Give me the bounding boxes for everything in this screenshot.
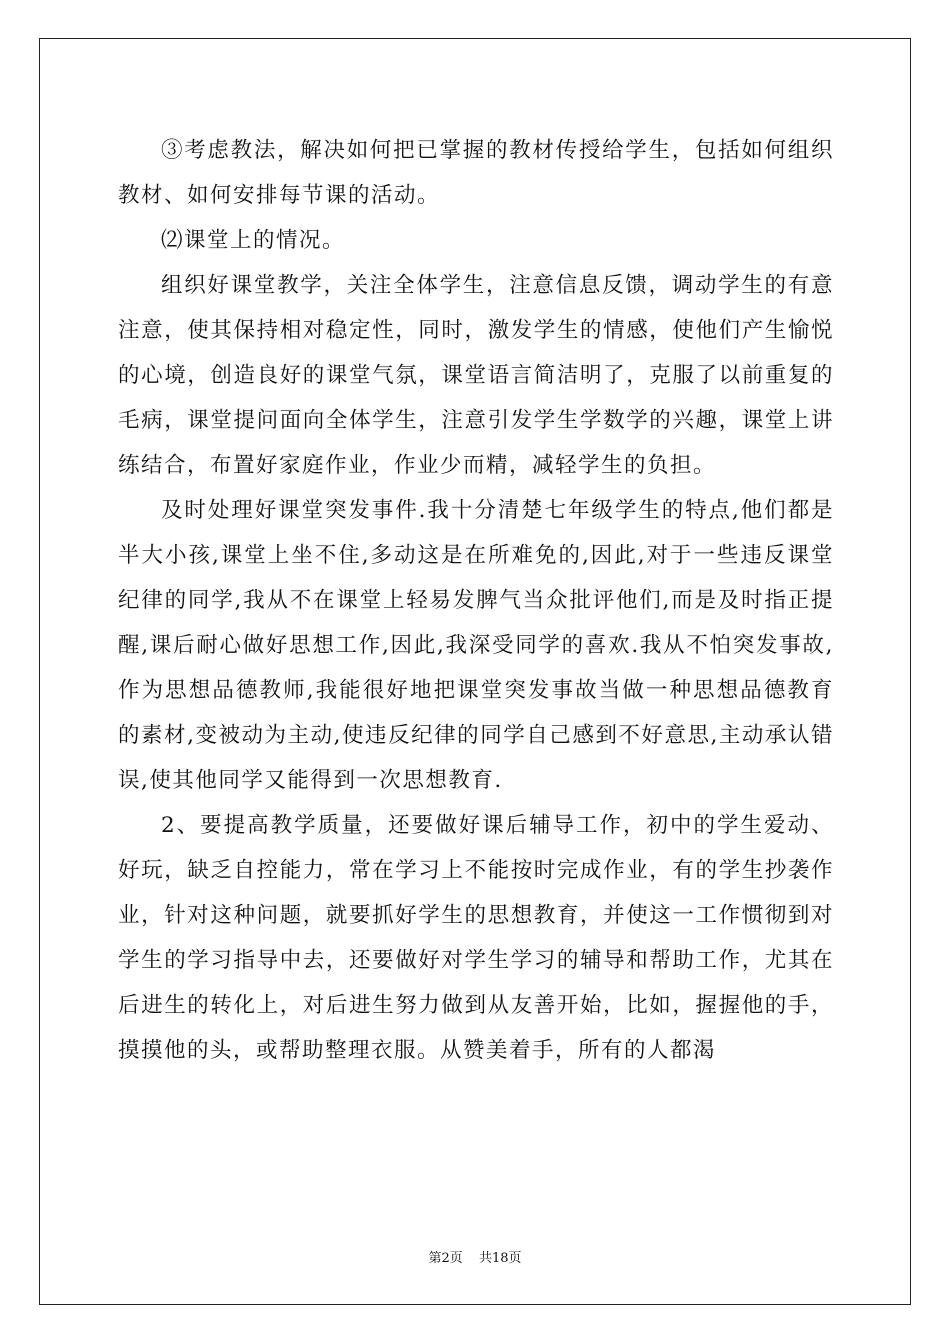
paragraph-5: 2、要提高教学质量，还要做好课后辅导工作，初中的学生爱动、好玩，缺乏自控能力，常在学习上不能按时完成作业，有的学生抄袭作业，针对这种问题，就要抓好学生的思想教育，并使这一工作惯彻到对学生的学习指导中去，还要做好对学生学习的辅导和帮助工作，尤其在后进生的转化上，对后进生努力做到从友善开始，比如，握握他的手，摸摸他的头，或帮助整理衣服。从赞美着手，所有的人都渴: [118, 813, 834, 1063]
page-footer: [0, 1247, 950, 1266]
page-number: 第2页: [428, 1251, 463, 1266]
document-body: [118, 128, 834, 1073]
paragraph-3: 组织好课堂教学，关注全体学生，注意信息反馈，调动学生的有意注意，使其保持相对稳定性，同时，激发学生的情感，使他们产生愉悦的心境，创造良好的课堂气氛，课堂语言简洁明了，克服了以前重复的毛病，课堂提问面向全体学生，注意引发学生学数学的兴趣，课堂上讲练结合，布置好家庭作业，作业少而精，减轻学生的负担。: [118, 273, 834, 478]
total-pages: 共18页: [478, 1251, 522, 1266]
paragraph-4: 及时处理好课堂突发事件.我十分清楚七年级学生的特点,他们都是半大小孩,课堂上坐不住,多动这是在所难免的,因此,对于一些违反课堂纪律的同学,我从不在课堂上轻易发脾气当众批评他们,而是及时指正提醒,课后耐心做好思想工作,因此,我深受同学的喜欢.我从不怕突发事故,作为思想品德教师,我能很好地把课堂突发事故当做一种思想品德教育的素材,变被动为主动,使违反纪律的同学自己感到不好意思,主动承认错误,使其他同学又能得到一次思想教育.: [118, 498, 834, 793]
paragraph-2: ⑵课堂上的情况。: [161, 228, 346, 253]
paragraph-1: ③考虑教法，解决如何把已掌握的教材传授给学生，包括如何组织教材、如何安排每节课的活动。: [118, 138, 834, 208]
